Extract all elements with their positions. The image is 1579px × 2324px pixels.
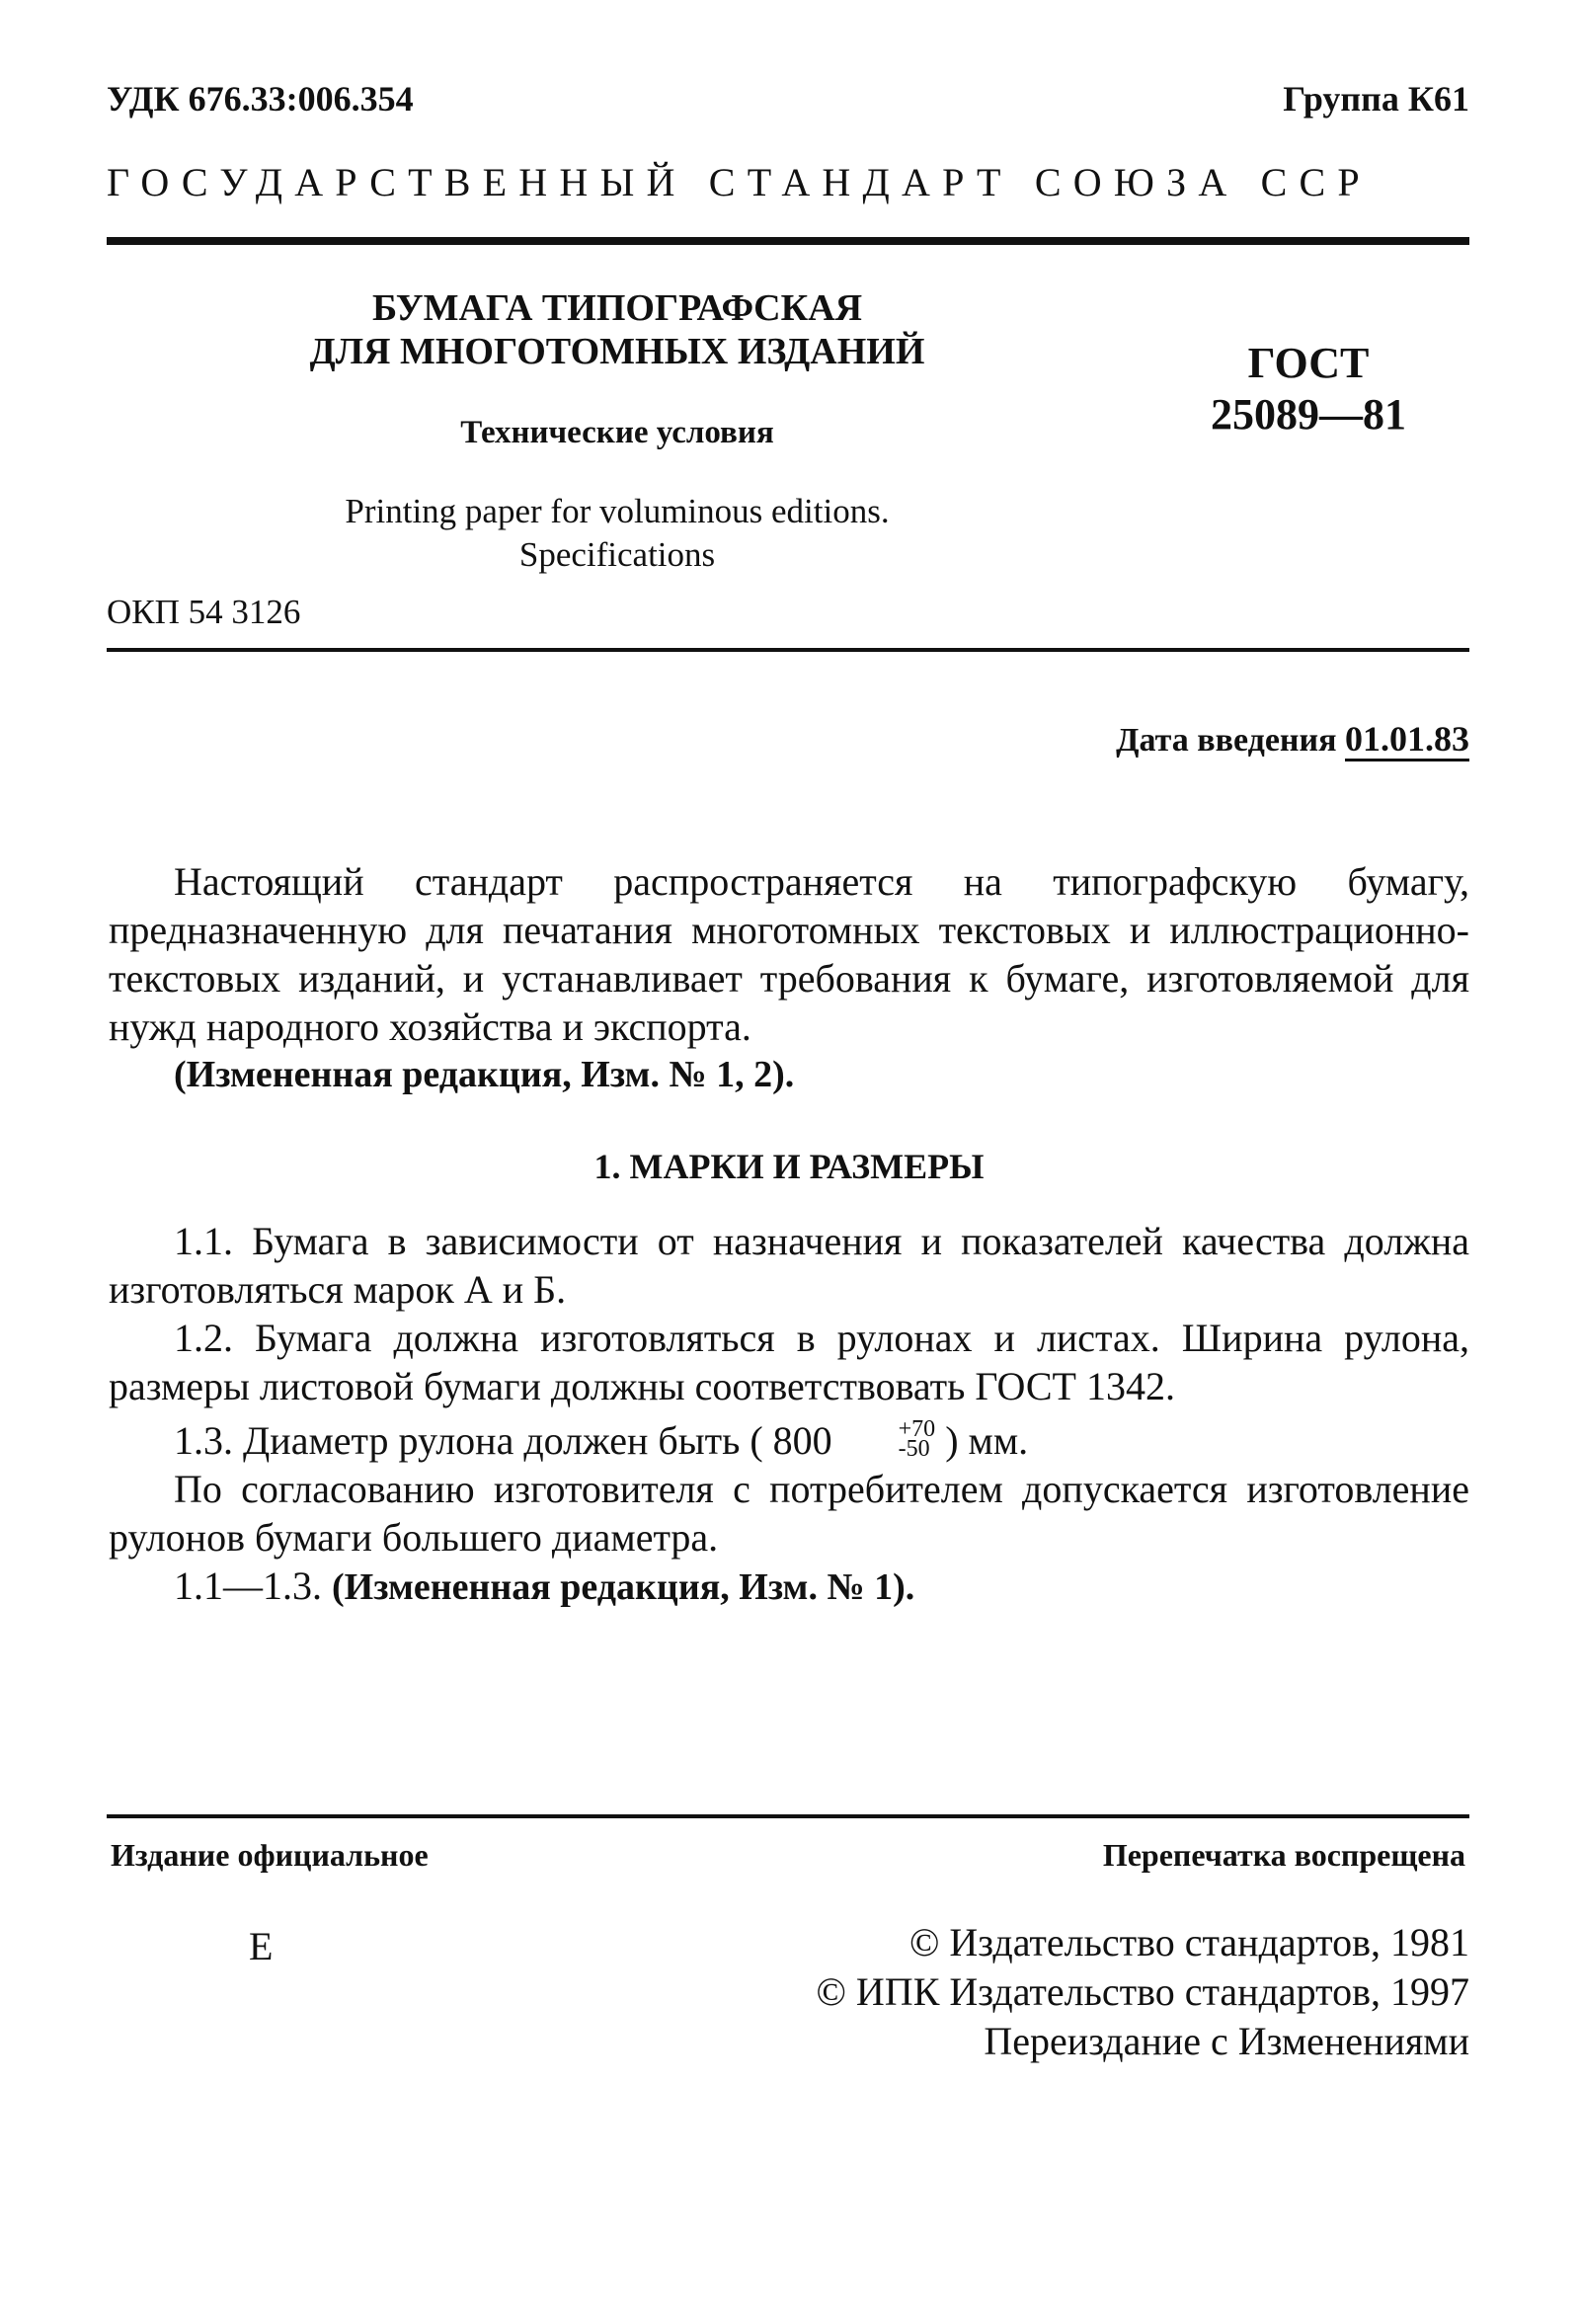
state-standard-heading: ГОСУДАРСТВЕННЫЙ СТАНДАРТ СОЮЗА ССР bbox=[107, 160, 1372, 204]
clause-amendment bbox=[109, 1562, 1469, 1612]
intro-date-value: 01.01.83 bbox=[1345, 719, 1469, 761]
gost-number: 25089—81 bbox=[1211, 390, 1406, 439]
clause-1-3-text: 1.3. Диаметр рулона должен быть ( 800 bbox=[174, 1418, 832, 1463]
tolerance-lower: -50 bbox=[898, 1435, 930, 1462]
clause-1-2: 1.2. Бумага должна изготовляться в рулонах и листах. Ширина рулона, размеры листовой бумаги должны соответствовать ГОСТ 1342. bbox=[109, 1316, 1469, 1408]
clause-1-3-note: По согласованию изготовителя с потребителем допускается изготовление рулонов бумаги большего диаметра. bbox=[109, 1467, 1469, 1560]
tolerance-upper: +70 bbox=[898, 1415, 936, 1442]
official-edition: Издание официальное bbox=[111, 1837, 429, 1873]
preamble-text: Настоящий стандарт распространяется на типографскую бумагу, предназначенную для печатания многотомных текстовых и иллюстрационно-текстовых изданий, и устанавливает требования к бумаге, изготовляемой для нужд народного хозяйства и экспорта. bbox=[109, 859, 1469, 1049]
header-rule bbox=[107, 237, 1469, 245]
reprint-prohibited: Перепечатка воспрещена bbox=[1102, 1837, 1465, 1873]
english-title-line1: Printing paper for voluminous editions. bbox=[345, 492, 890, 530]
intro-date bbox=[1116, 717, 1469, 762]
okp-code: ОКП 54 3126 bbox=[107, 593, 301, 631]
preamble-amendment-note: (Измененная редакция, Изм. № 1, 2). bbox=[174, 1054, 795, 1095]
title-rule bbox=[107, 648, 1469, 652]
group-code: Группа К61 bbox=[1283, 79, 1469, 119]
udk-code: УДК 676.33:006.354 bbox=[107, 79, 414, 119]
reissue-note: Переиздание с Изменениями bbox=[984, 2019, 1469, 2063]
intro-date-label: Дата введения bbox=[1116, 722, 1337, 759]
clause-1-3 bbox=[109, 1416, 1469, 1465]
copyright-1981: © Издательство стандартов, 1981 bbox=[908, 1920, 1469, 1964]
clause-1-3-unit: ) мм. bbox=[935, 1418, 1029, 1463]
document-title-line2: ДЛЯ МНОГОТОМНЫХ ИЗДАНИЙ bbox=[309, 331, 925, 372]
preamble bbox=[109, 857, 1469, 1099]
footer-rule bbox=[107, 1814, 1469, 1818]
copyright-block bbox=[660, 1918, 1469, 2066]
clause-amendment-note: (Измененная редакция, Изм. № 1). bbox=[332, 1566, 915, 1608]
clause-1-1: 1.1. Бумага в зависимости от назначения и показателей качества должна изготовляться марок А и Б. bbox=[109, 1219, 1469, 1312]
document-subtitle: Технические условия bbox=[460, 415, 774, 450]
section-body bbox=[109, 1217, 1469, 1612]
english-title-line2: Specifications bbox=[518, 535, 716, 574]
clause-amendment-range: 1.1—1.3. bbox=[174, 1563, 332, 1608]
gost-label: ГОСТ bbox=[1247, 339, 1370, 387]
tolerance bbox=[833, 1415, 936, 1462]
document-title-line1: БУМАГА ТИПОГРАФСКАЯ bbox=[371, 287, 863, 329]
edition-mark: Е bbox=[249, 1924, 274, 1968]
copyright-1997: © ИПК Издательство стандартов, 1997 bbox=[816, 1969, 1469, 2014]
section-heading: 1. МАРКИ И РАЗМЕРЫ bbox=[593, 1147, 985, 1186]
